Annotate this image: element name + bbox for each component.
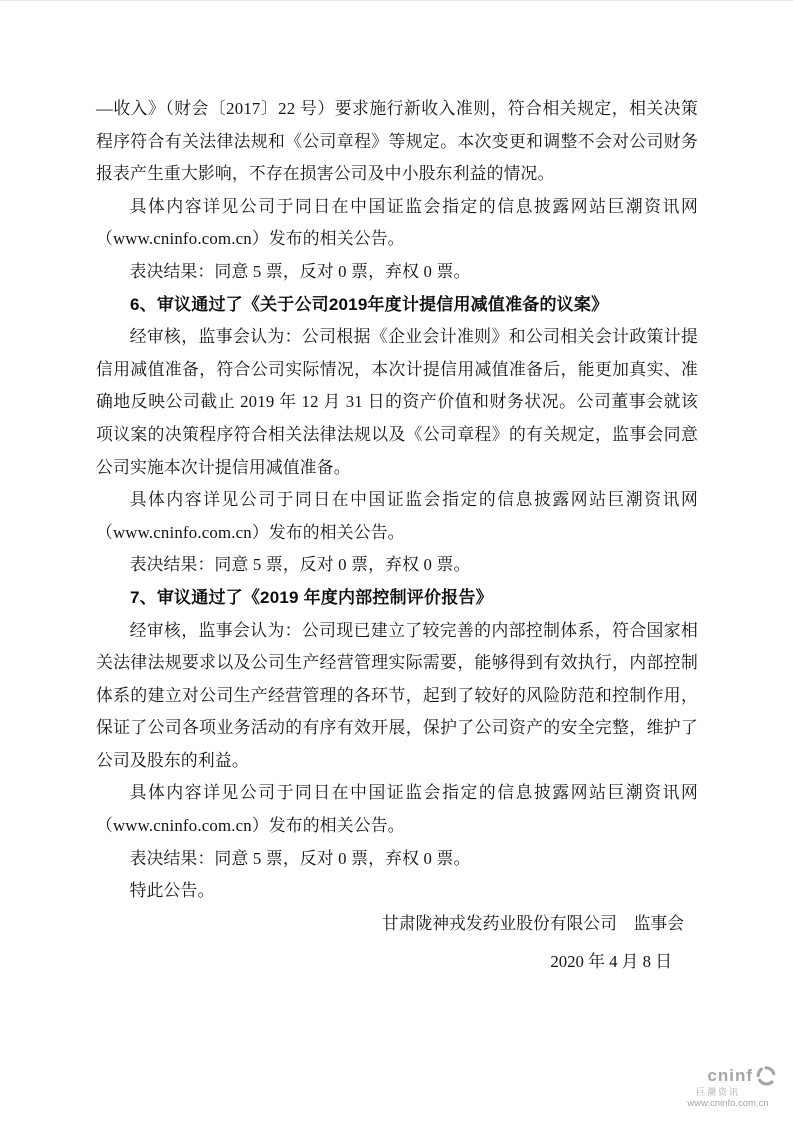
paragraph: 特此公告。 bbox=[129, 881, 215, 901]
cninfo-swirl-icon bbox=[755, 1065, 777, 1087]
paragraph: 表决结果：同意 5 票，反对 0 票，弃权 0 票。 bbox=[129, 261, 471, 281]
paragraph: —收入》（财会〔2017〕22 号）要求施行新收入准则，符合相关规定，相关决策程序符合有关法律法规和《公司章程》等规定。本次变更和调整不会对公司财务报表产生重大影响，不存在损害公司及中小股东利益的情况。 bbox=[96, 99, 698, 184]
document-paragraphs bbox=[96, 93, 698, 908]
paragraph: 具体内容详见公司于同日在中国证监会指定的信息披露网站巨潮资讯网（www.cninfo.com.cn）发布的相关公告。 bbox=[96, 196, 698, 249]
paragraph: 具体内容详见公司于同日在中国证监会指定的信息披露网站巨潮资讯网（www.cninfo.com.cn）发布的相关公告。 bbox=[96, 783, 698, 836]
cninfo-logo-row bbox=[675, 1065, 785, 1087]
paragraph: 表决结果：同意 5 票，反对 0 票，弃权 0 票。 bbox=[129, 848, 471, 868]
cninfo-logo bbox=[675, 1065, 785, 1110]
paragraph: 具体内容详见公司于同日在中国证监会指定的信息披露网站巨潮资讯网（www.cninfo.com.cn）发布的相关公告。 bbox=[96, 490, 698, 542]
signature-company: 甘肃陇神戎发药业股份有限公司 监事会 bbox=[381, 914, 684, 933]
paragraph: 经审核，监事会认为：公司根据《企业会计准则》和公司相关会计政策计提信用减值准备，符合公司实际情况，本次计提信用减值准备后，能更加真实、准确地反映公司截止 2019 年 12 月 31 日的资产价值和财务状况。公司董事会就该项议案的决策程序符合相关法律法规以及《公司章程》的有关规定，监事会同意公司实施本次计提信用减值准备。 bbox=[96, 327, 698, 477]
paragraph: 经审核，监事会认为：公司现已建立了较完善的内部控制体系，符合国家相关法律法规要求以及公司生产经营管理实际需要，能够得到有效执行，内部控制体系的建立对公司生产经营管理的各环节，起到了较好的风险防范和控制作用，保证了公司各项业务活动的有序有效开展，保护了公司资产的安全完整，维护了公司及股东的利益。 bbox=[96, 620, 698, 770]
cninfo-logo-chinese: 巨潮资讯 bbox=[695, 1087, 740, 1097]
signature-date: 2020 年 4 月 8 日 bbox=[550, 952, 672, 971]
paragraph: 表决结果：同意 5 票，反对 0 票，弃权 0 票。 bbox=[129, 555, 471, 575]
signature-block bbox=[96, 907, 698, 978]
cninfo-logo-text: cninf bbox=[707, 1066, 753, 1085]
section-heading: 7、审议通过了《2019 年度内部控制评价报告》 bbox=[130, 587, 493, 607]
section-heading: 6、审议通过了《关于公司2019年度计提信用减值准备的议案》 bbox=[130, 294, 609, 314]
cninfo-logo-url: www.cninfo.com.cn bbox=[687, 1098, 769, 1109]
